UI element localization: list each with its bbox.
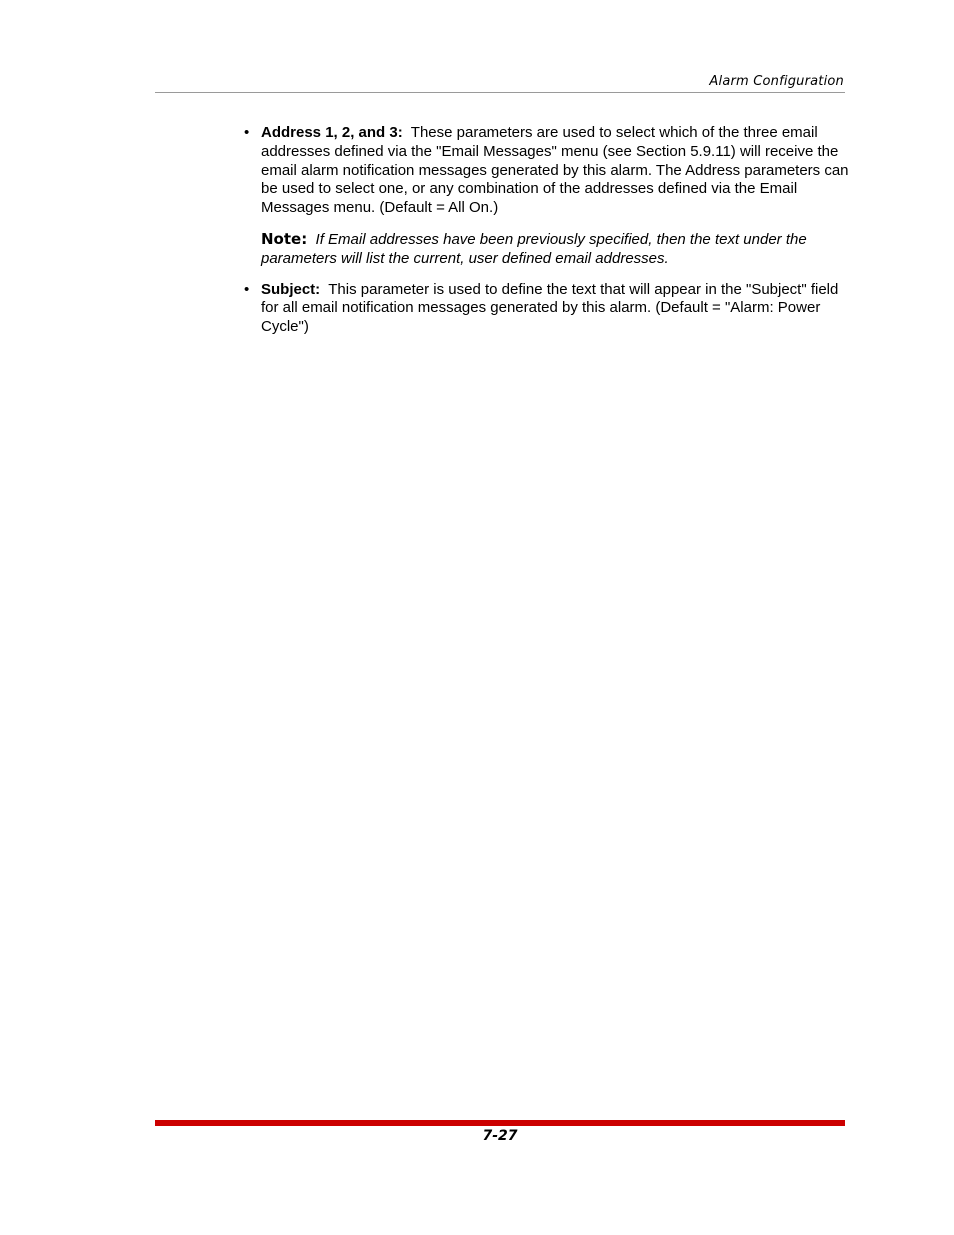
bullet-text: This parameter is used to define the text that will appear in the "Subject" field for all email notification messages generated by this alarm. (Default = "Alarm: Power Cycle") — [261, 280, 839, 336]
header-divider — [155, 92, 845, 93]
note-text: If Email addresses have been previously specified, then the text under the parameters will list the current, user defined email addresses. — [261, 230, 807, 267]
bullet-address — [244, 124, 851, 218]
bullet-label: Subject: — [261, 280, 321, 298]
note-label: Note: — [261, 229, 308, 248]
bullet-text: These parameters are used to select which of the three email addresses defined via the "Email Messages" menu (see Section 5.9.11) will receive the email alarm notification messages generated by this alarm. The Address parameters can be used to select one, or any combination of the addresses defined via the Email Messages menu. (Default = All On.) — [261, 124, 849, 217]
page-body — [244, 124, 851, 337]
running-header: Alarm Configuration — [709, 74, 844, 89]
page-number: 7-27 — [482, 1128, 518, 1144]
bullet-dot-icon: • — [244, 124, 250, 141]
bullet-subject — [244, 280, 851, 337]
note — [261, 230, 851, 269]
bullet-dot-icon: • — [244, 280, 250, 298]
bullet-label: Address 1, 2, and 3: — [261, 124, 403, 141]
